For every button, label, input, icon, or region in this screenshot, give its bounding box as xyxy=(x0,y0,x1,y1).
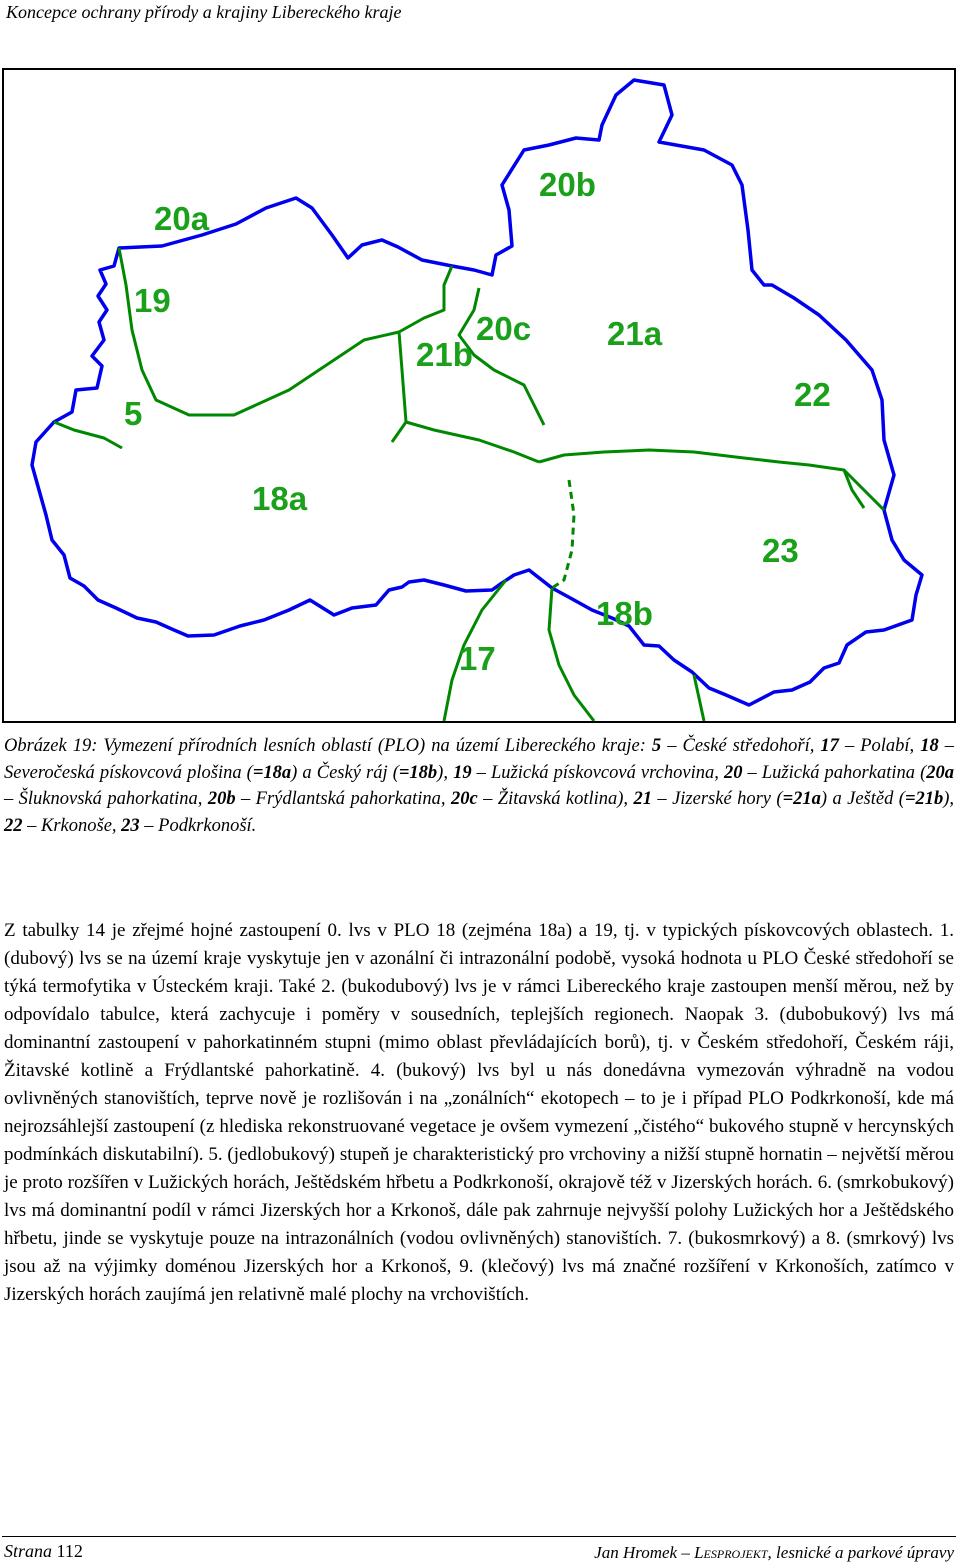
footer-divider xyxy=(2,1536,956,1537)
label-22: 22 xyxy=(794,376,831,413)
label-21b: 21b xyxy=(416,336,473,373)
label-18b: 18b xyxy=(596,595,653,632)
map-svg xyxy=(4,70,954,721)
label-19: 19 xyxy=(134,282,171,319)
page-header: Koncepce ochrany přírody a krajiny Libereckého kraje xyxy=(6,2,402,22)
label-20c: 20c xyxy=(476,310,532,347)
page-number-footer: Strana 112 xyxy=(4,1541,83,1561)
region-map xyxy=(2,68,956,723)
label-5: 5 xyxy=(124,395,143,432)
author-footer: Jan Hromek – Lesprojekt, lesnické a parkové úpravy xyxy=(594,1543,954,1562)
label-17: 17 xyxy=(459,640,496,677)
label-23: 23 xyxy=(762,532,799,569)
figure-caption: Obrázek 19: Vymezení přírodních lesních oblastí (PLO) na území Libereckého kraje: 5 – České středohoří, 17 – Polabí, 18 – Severočeská pískovcová plošina (=18a) a Český ráj (=18b), 19 – Lužická pískovcová vrchovina, 20 – Lužická pahorkatina (20a – Šluknovská pahorkatina, 20b – Frýdlantská pahorkatina, 20c – Žitavská kotlina), 21 – Jizerské hory (=21a) a Ještěd (=21b), 22 – Krkonoše, 23 – Podkrkonoší. xyxy=(4,736,955,836)
boundary-5-19 xyxy=(54,422,122,448)
label-18a: 18a xyxy=(252,480,308,517)
label-21a: 21a xyxy=(607,315,663,352)
label-20a: 20a xyxy=(154,200,210,237)
boundary-21b-18a xyxy=(406,422,539,462)
body-paragraph: Z tabulky 14 je zřejmé hojné zastoupení 0. lvs v PLO 18 (zejména 18a) a 19, tj. v typických pískovcových oblastech. 1. (dubový) lvs se na území kraje vyskytuje jen v azonální či intrazonální podobě, vysoká hodnota u PLO České středohoří se týká termofytika v Ústeckém kraji. Také 2. (bukodubový) lvs je v rámci Libereckého kraje zastoupen menší měrou, než by odpovídalo tabulce, která zachycuje i poměry v sousedních, teplejších regionech. Naopak 3. (dubobukový) lvs má dominantní zastoupení v pahorkatinném stupni (mimo oblast převládajících borů), tj. v Českém středohoří, Českém ráji, Žitavské kotlině a Frýdlantské pahorkatině. 4. (bukový) lvs byl u nás donedávna vymezován výhradně na vodou ovlivněných stanovištích, teprve nově je rozlišován i na „zonálních“ ekotopech – to je i případ PLO Podkrkonoší, kde má nejrozsáhlejší zastoupení (z hlediska rekonstruované vegetace je ovšem vymezení „čistého“ bukového stupně v hercynských podmínkách diskutabilní). 5. (jedlobukový) stupeň je charakteristický pro vrchoviny a nižší stupně hornatin – největší měrou je proto rozšířen v Lužických horách, Ještědském hřbetu a Podkrkonoší, okrajově též v Jizerských horách. 6. (smrkobukový) lvs má dominantní podíl v rámci Jizerských hor a Krkonoš, dále pak zahrnuje nejvyšší polohy Lužických hor a Ještědského hřbetu, jinde se vyskytuje pouze na intrazonálních (vodou ovlivněných) stanovištích. 7. (bukosmrkový) a 8. (smrkový) lvs jsou až na výjimky doménou Jizerských hor a Krkonoš, 9. (klečový) lvs má značné rozšíření v Krkonoších, zatímco v Jizerských horách zaujímá jen relativně malé plochy na vrchovištích. xyxy=(4,920,954,1305)
region-outline xyxy=(32,80,922,705)
boundary-21a-23 xyxy=(539,450,884,510)
label-20b: 20b xyxy=(539,166,596,203)
boundary-19-20a xyxy=(119,248,399,415)
boundary-18a-18b xyxy=(552,480,574,588)
